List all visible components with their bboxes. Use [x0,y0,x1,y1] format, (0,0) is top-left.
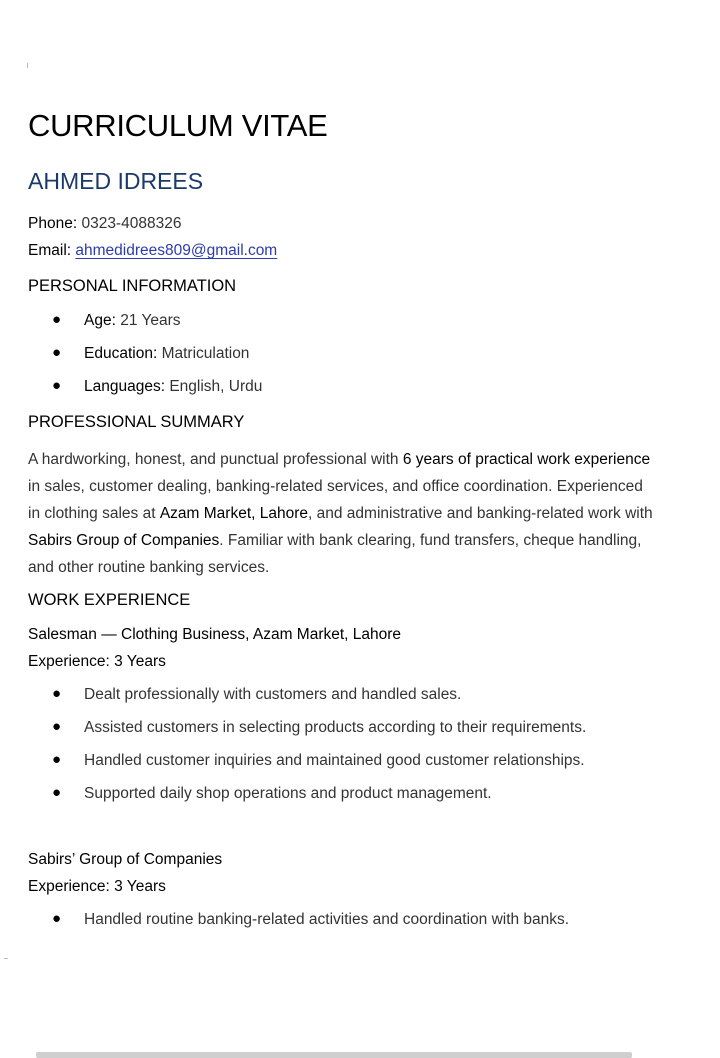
bullet-icon: ● [52,718,62,735]
languages-value: English, Urdu [169,378,263,395]
summary-heading: PROFESSIONAL SUMMARY [28,413,245,431]
phone-line [28,215,181,233]
personal-info-heading: PERSONAL INFORMATION [28,277,237,295]
summary-bold-1: 6 years of practical work experience [402,451,651,468]
job-bullet-text: Supported daily shop operations and product management. [84,785,492,802]
bullet-icon: ● [52,910,62,927]
document-title: CURRICULUM VITAE [28,108,328,143]
job-experience: Experience: 3 Years [28,653,166,670]
candidate-name: AHMED IDREES [28,168,204,194]
email-link[interactable]: ahmedidrees809@gmail.com [75,242,278,259]
email-label: Email: [28,242,72,259]
bullet-icon: ● [52,685,62,702]
phone-label: Phone: [28,215,78,232]
summary-paragraph [28,446,658,581]
summary-bold-3: Sabirs Group of Companies [28,532,220,549]
job-bullet-text: Handled customer inquiries and maintained good customer relationships. [84,752,585,769]
job-experience: Experience: 3 Years [28,878,166,895]
summary-bold-2: Azam Market, Lahore [159,505,309,522]
job-title: Salesman — Clothing Business, Azam Market, Lahore [28,626,402,643]
languages-label: Languages: [84,378,166,395]
job-bullet-text: Dealt professionally with customers and handled sales. [84,686,462,703]
summary-text-4: . Familiar with bank clearing, fund transfers, cheque handling, and other routine banking services. [28,532,642,576]
bullet-icon: ● [52,784,62,801]
summary-text-2: in sales, customer dealing, banking-related services, and office coordination. Experienced in clothing sales at [28,478,643,522]
bullet-icon: ● [52,751,62,768]
page-mark [4,958,8,959]
job-bullet-text: Handled routine banking-related activities and coordination with banks. [84,911,570,928]
age-label: Age: [84,312,116,329]
bullet-icon: ● [52,311,62,328]
job-bullet-text: Assisted customers in selecting products according to their requirements. [84,719,587,736]
summary-text-1: A hardworking, honest, and punctual professional with [28,451,403,468]
horizontal-scrollbar[interactable] [36,1052,632,1058]
education-label: Education: [84,345,158,362]
bullet-icon: ● [52,344,62,361]
age-value: 21 Years [120,312,181,329]
job-title: Sabirs’ Group of Companies [28,851,223,868]
summary-text-3: , and administrative and banking-related work with [308,505,653,522]
work-experience-heading: WORK EXPERIENCE [28,591,191,609]
phone-value: 0323-4088326 [81,215,182,232]
email-line [28,242,277,260]
bullet-icon: ● [52,377,62,394]
page-mark [27,63,28,68]
education-value: Matriculation [161,345,250,362]
